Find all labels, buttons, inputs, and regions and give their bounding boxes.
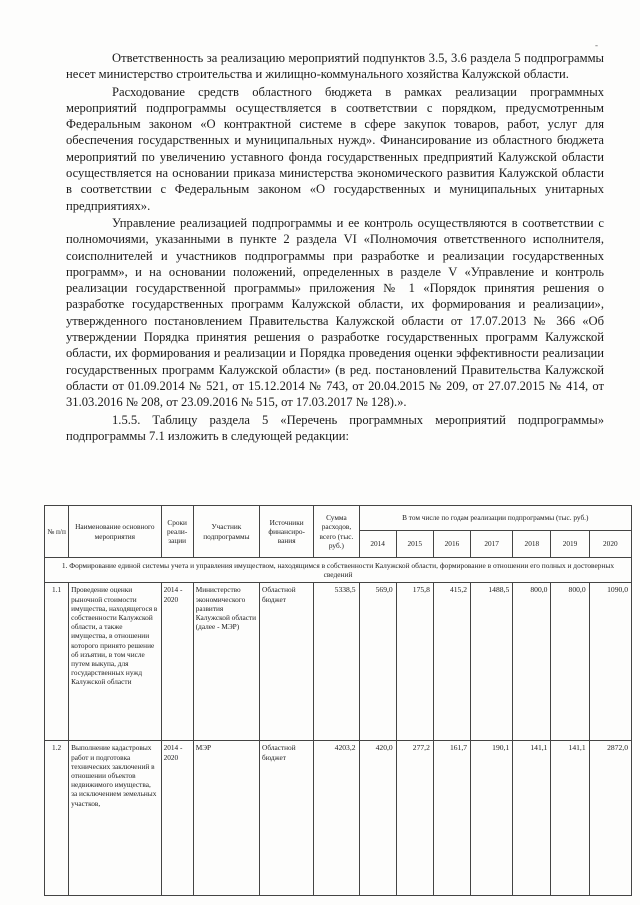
header-year: 2018 [513, 531, 551, 558]
row-year-value: 190,1 [471, 741, 513, 896]
page-mark: - [595, 40, 598, 50]
header-terms: Сроки реали-зации [161, 506, 193, 558]
header-by-year: В том числе по годам реализации подпрограммы (тыс. руб.) [359, 506, 631, 531]
row-participant: Министерство экономического развития Калужской области (далее - МЭР) [193, 583, 259, 741]
paragraph-budget-spending: Расходование средств областного бюджета в рамках реализации программных мероприятий подпрограммы осуществляется в соответствии с порядком, предусмотренным Федеральным законом «О контрактной системе в сфере закупок товаров, работ, услуг для обеспечения государственных и муниципальных нужд». Финансирование из областного бюджета мероприятий по увеличению уставного фонда государственных предприятий Калужской области осуществляется на основании приказа министерства экономического развития Калужской области в соответствии с Федеральным законом «О государственных и муниципальных унитарных предприятиях». [66, 84, 604, 213]
row-year-value: 141,1 [551, 741, 589, 896]
section-row [45, 558, 632, 583]
header-year: 2017 [471, 531, 513, 558]
document-body [66, 50, 604, 445]
header-name: Наименование основного мероприятия [69, 506, 161, 558]
row-name: Проведение оценки рыночной стоимости имущества, находящегося в собственности Калужской области, а также имущества, в отношении которого принято решение об изъятии, в том числе путем выкупа, для государственных нужд Калужской области [69, 583, 161, 741]
header-source: Источники финансиро-вания [260, 506, 314, 558]
row-year-value: 277,2 [396, 741, 433, 896]
table-row [45, 583, 632, 741]
row-terms: 2014 - 2020 [161, 741, 193, 896]
row-year-value: 569,0 [359, 583, 396, 741]
row-total: 5338,5 [314, 583, 359, 741]
paragraph-responsibility: Ответственность за реализацию мероприятий подпунктов 3.5, 3.6 раздела 5 подпрограммы несет министерство строительства и жилищно-коммунального хозяйства Калужской области. [66, 51, 604, 82]
row-num: 1.2 [45, 741, 69, 896]
row-source: Областной бюджет [260, 741, 314, 896]
row-participant: МЭР [193, 741, 259, 896]
header-participant: Участник подпрограммы [193, 506, 259, 558]
header-total: Сумма расходов, всего (тыс. руб.) [314, 506, 359, 558]
row-year-value: 415,2 [433, 583, 470, 741]
header-num: № п/п [45, 506, 69, 558]
row-num: 1.1 [45, 583, 69, 741]
header-year: 2019 [551, 531, 589, 558]
row-year-value: 141,1 [513, 741, 551, 896]
row-total: 4203,2 [314, 741, 359, 896]
header-year: 2014 [359, 531, 396, 558]
row-terms: 2014 - 2020 [161, 583, 193, 741]
row-year-value: 1488,5 [471, 583, 513, 741]
row-year-value: 2872,0 [589, 741, 631, 896]
row-year-value: 800,0 [551, 583, 589, 741]
header-year: 2016 [433, 531, 470, 558]
section-title: 1. Формирование единой системы учета и управления имуществом, находящимся в собственности Калужской области, формирование в отношении его полных и достоверных сведений [45, 558, 632, 583]
row-year-value: 800,0 [513, 583, 551, 741]
program-measures-table-wrap [44, 505, 632, 896]
row-year-value: 1090,0 [589, 583, 631, 741]
paragraph-table-intro: 1.5.5. Таблицу раздела 5 «Перечень программных мероприятий подпрограммы» подпрограммы 7.1 изложить в следующей редакции: [66, 412, 604, 443]
row-year-value: 161,7 [433, 741, 470, 896]
row-name: Выполнение кадастровых работ и подготовка технических заключений в отношении объектов недвижимого имущества, за исключением земельных участков, [69, 741, 161, 896]
program-measures-table [44, 505, 632, 896]
table-header-row [45, 506, 632, 531]
row-year-value: 420,0 [359, 741, 396, 896]
header-year: 2015 [396, 531, 433, 558]
row-source: Областной бюджет [260, 583, 314, 741]
table-row [45, 741, 632, 896]
paragraph-management: Управление реализацией подпрограммы и ее контроль осуществляются в соответствии с полномочиями, указанными в пункте 2 раздела VI «Полномочия ответственного исполнителя, соисполнителей и участников подпрограммы при разработке и реализации государственных программ», и на основании положений, определенных в разделе V «Управление и контроль реализации государственной программы» приложения № 1 «Порядок принятия решения о разработке государственных программ Калужской области, их формирования и реализации», утвержденного постановлением Правительства Калужской области от 17.07.2013 № 366 «Об утверждении Порядка принятия решения о разработке государственных программ Калужской области, их формирования и реализации и Порядка проведения оценки эффективности реализации государственных программ Калужской области» (в ред. постановлений Правительства Калужской области от 01.09.2014 № 521, от 15.12.2014 № 743, от 20.04.2015 № 209, от 27.07.2015 № 414, от 31.03.2016 № 208, от 23.09.2016 № 515, от 17.03.2017 № 128).». [66, 215, 604, 410]
row-year-value: 175,8 [396, 583, 433, 741]
header-year: 2020 [589, 531, 631, 558]
